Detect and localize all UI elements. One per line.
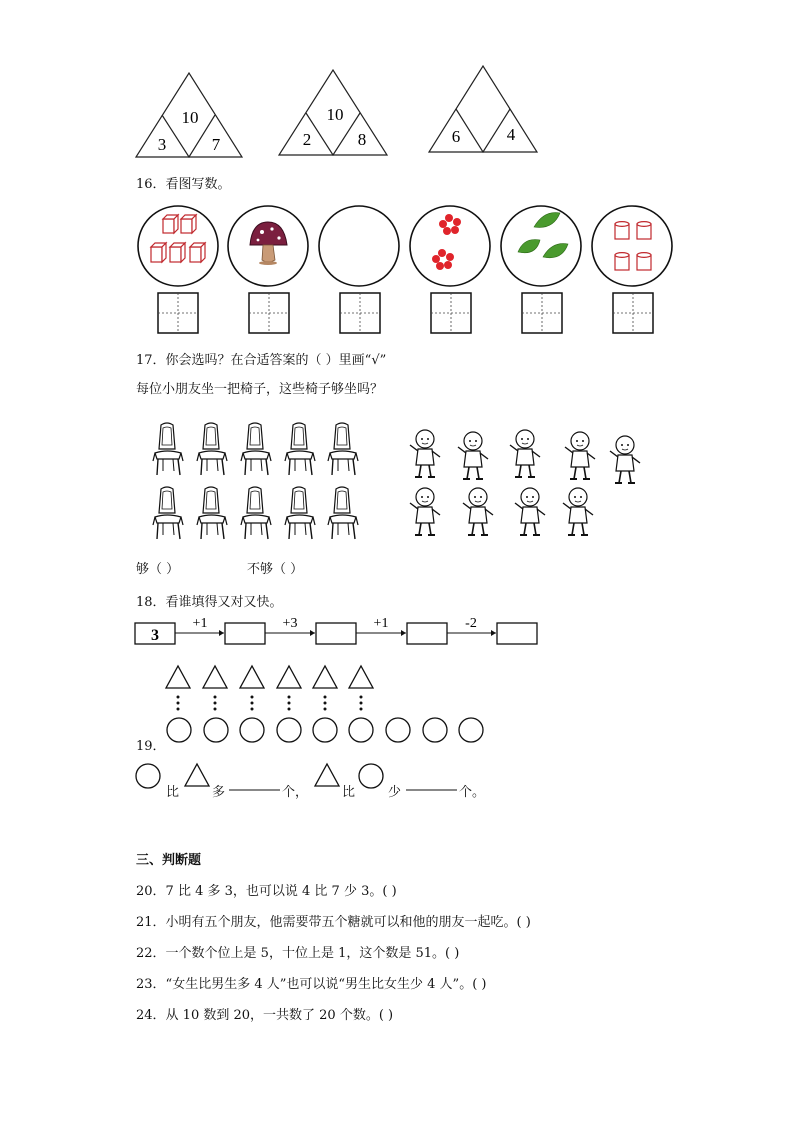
number-triangles [0, 0, 794, 165]
child-icon [510, 430, 540, 477]
circle-shape [204, 718, 228, 742]
dots-row [177, 696, 363, 711]
chair-icon [153, 487, 183, 539]
option-enough[interactable]: 够（ ） [136, 562, 180, 577]
answer-box-4[interactable] [431, 293, 471, 333]
chair-icon [285, 487, 315, 539]
child-icon [458, 432, 488, 479]
kids-illustration [405, 425, 655, 545]
q19-number: 19． [136, 739, 166, 754]
triangle-row [166, 666, 373, 688]
answer-box-3[interactable] [340, 293, 380, 333]
section-title: 三、判断题 [136, 853, 202, 868]
chain-op-1: +1 [192, 616, 208, 631]
child-icon [610, 436, 640, 483]
circle-shape [349, 718, 373, 742]
word-ge-2: 个。 [459, 785, 486, 800]
triangle-3-left: 6 [451, 127, 461, 146]
judgement-24: 24．从 10 数到 20，一共数了 20 个数。( ) [136, 1008, 394, 1023]
chair-icon [328, 487, 358, 539]
word-bi-1: 比 [166, 785, 180, 800]
answer-box-6[interactable] [613, 293, 653, 333]
circle-shape [167, 718, 191, 742]
circle-symbol [136, 764, 160, 788]
picture-circle-6 [592, 206, 672, 286]
circle-shape [386, 718, 410, 742]
triangle-shape [313, 666, 337, 688]
child-icon [515, 488, 545, 535]
q17-title: 17．你会选吗？在合适答案的（ ）里画“√” [136, 353, 387, 368]
circle-shape [459, 718, 483, 742]
chain-op-4: -2 [465, 616, 477, 631]
chair-icon [241, 487, 271, 539]
mushroom-icon [250, 222, 287, 265]
triangle-2 [279, 70, 387, 155]
word-shao: 少 [388, 785, 402, 800]
triangle-3 [429, 66, 537, 152]
triangle-shape [166, 666, 190, 688]
cylinder-icon [615, 222, 651, 270]
child-icon [410, 430, 440, 477]
triangle-symbol [315, 764, 339, 786]
q16-pictures [0, 200, 794, 340]
judgement-20: 20．7 比 4 多 3，也可以说 4 比 7 少 3。( ) [136, 884, 397, 899]
triangle-1-left: 3 [157, 135, 167, 154]
word-bi-2: 比 [342, 785, 356, 800]
triangle-2-left: 2 [302, 130, 312, 149]
chain-box-3[interactable] [407, 623, 447, 644]
word-duo: 多 [212, 785, 226, 800]
chairs-illustration [145, 415, 375, 545]
triangle-1-right: 7 [211, 135, 221, 154]
circle-shape [423, 718, 447, 742]
chain-box-4[interactable] [497, 623, 537, 644]
chain-box-1[interactable] [225, 623, 265, 644]
triangle-1-top: 10 [181, 108, 199, 127]
chain-op-2: +3 [282, 616, 298, 631]
answer-box-5[interactable] [522, 293, 562, 333]
triangle-2-right: 8 [357, 130, 367, 149]
chain-box-2[interactable] [316, 623, 356, 644]
answer-box-2[interactable] [249, 293, 289, 333]
judgement-23: 23．“女生比男生多 4 人”也可以说“男生比女生少 4 人”。( ) [136, 977, 487, 992]
triangle-shape [240, 666, 264, 688]
chair-icon [197, 487, 227, 539]
triangle-shape [349, 666, 373, 688]
child-icon [565, 432, 595, 479]
word-ge-1: 个， [282, 785, 309, 800]
chain-start-value: 3 [151, 627, 159, 644]
circle-shape [277, 718, 301, 742]
q18-chain [0, 610, 794, 650]
cube-icon [151, 215, 205, 262]
judgement-22: 22．一个数个位上是 5，十位上是 1，这个数是 51。( ) [136, 946, 460, 961]
q19-shapes [0, 660, 794, 750]
chair-icon [285, 423, 315, 475]
chair-icon [197, 423, 227, 475]
circle-row [167, 718, 483, 742]
leaf-icon [518, 213, 568, 258]
flower-icon [432, 214, 461, 270]
q18-title: 18．看谁填得又对又快。 [136, 595, 283, 610]
child-icon [563, 488, 593, 535]
triangle-shape [277, 666, 301, 688]
triangle-1 [136, 73, 242, 157]
circle-symbol [359, 764, 383, 788]
child-icon [410, 488, 440, 535]
option-not-enough[interactable]: 不够（ ） [247, 562, 304, 577]
picture-circle-3 [319, 206, 399, 286]
triangle-shape [203, 666, 227, 688]
circle-shape [313, 718, 337, 742]
chair-icon [153, 423, 183, 475]
judgement-21: 21．小明有五个朋友，他需要带五个糖就可以和他的朋友一起吃。( ) [136, 915, 531, 930]
chair-icon [328, 423, 358, 475]
child-icon [463, 488, 493, 535]
q17-question: 每位小朋友坐一把椅子，这些椅子够坐吗？ [136, 382, 384, 397]
q16-title: 16．看图写数。 [136, 177, 231, 192]
triangle-3-right: 4 [506, 125, 516, 144]
chair-icon [241, 423, 271, 475]
chain-op-3: +1 [373, 616, 389, 631]
answer-box-1[interactable] [158, 293, 198, 333]
triangle-2-top: 10 [326, 105, 344, 124]
triangle-symbol [185, 764, 209, 786]
circle-shape [240, 718, 264, 742]
